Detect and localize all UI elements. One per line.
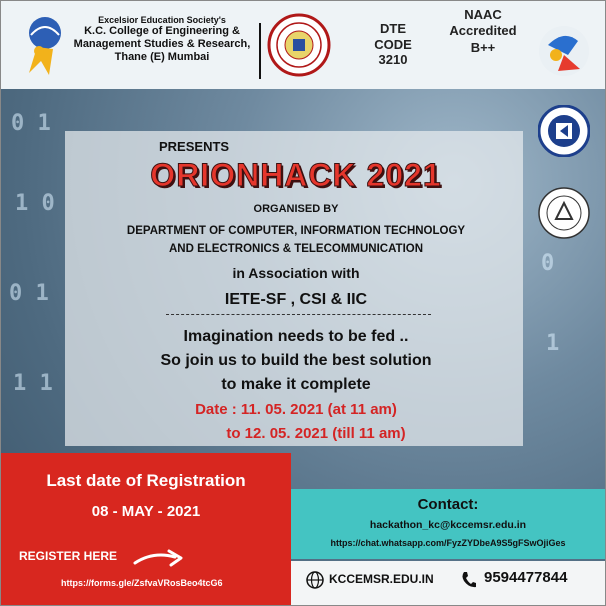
binary-decoration: 1 1 <box>13 371 53 396</box>
tagline: to make it complete <box>221 376 371 393</box>
college-name <box>67 15 257 63</box>
event-date-end: to 12. 05. 2021 (till 11 am) <box>226 425 406 442</box>
event-title: ORIONHACK 2021 <box>150 157 442 193</box>
naac-accreditation <box>435 7 531 56</box>
registration-link[interactable]: https://forms.gle/ZsfvaVRosBeo4tcG6 <box>61 578 223 588</box>
contact-email[interactable]: hackathon_kc@kccemsr.edu.in <box>369 519 527 531</box>
naac-grade: B++ <box>470 39 496 55</box>
dte-label: DTE <box>380 21 406 36</box>
registration-deadline-date: 08 - MAY - 2021 <box>91 503 201 520</box>
association-label: in Association with <box>232 265 360 281</box>
arrow-right-icon <box>133 547 187 571</box>
college-seal-icon <box>267 13 331 77</box>
binary-decoration: 0 1 <box>9 281 49 306</box>
binary-decoration: 0 1 <box>11 111 51 136</box>
society-logo-icon <box>19 13 67 77</box>
whatsapp-link[interactable]: https://chat.whatsapp.com/FyzZYDbeA9S5gFSwOjiGes <box>330 538 566 548</box>
registration-deadline-label: Last date of Registration <box>46 471 246 490</box>
college-line: Management Studies & Research, <box>73 37 251 50</box>
dte-code <box>363 21 423 68</box>
tagline: So join us to build the best solution <box>160 352 432 369</box>
tagline: Imagination needs to be fed .. <box>183 328 409 345</box>
partners-label: IETE-SF , CSI & IIC <box>224 291 368 308</box>
department-line: AND ELECTRONICS & TELECOMMUNICATION <box>168 243 424 255</box>
contact-title: Contact: <box>417 496 479 513</box>
iic-logo-icon <box>538 25 590 77</box>
iete-logo-icon <box>538 187 590 239</box>
phone-number[interactable]: 9594477844 <box>484 569 568 586</box>
naac-label: Accredited <box>449 23 517 39</box>
event-date-start: Date : 11. 05. 2021 (at 11 am) <box>195 401 397 418</box>
register-here-label[interactable]: REGISTER HERE <box>19 549 118 563</box>
csi-logo-icon <box>538 105 590 157</box>
website-link[interactable]: KCCEMSR.EDU.IN <box>329 572 434 586</box>
department-line: DEPARTMENT OF COMPUTER, INFORMATION TECHNOLOGY <box>126 225 466 237</box>
organised-by-label: ORGANISED BY <box>253 203 339 215</box>
binary-decoration: 1 0 <box>15 191 55 216</box>
naac-label: NAAC <box>464 7 502 22</box>
globe-icon <box>306 571 324 589</box>
header-divider <box>259 23 261 79</box>
college-location: Thane (E) Mumbai <box>114 50 210 63</box>
phone-icon <box>461 571 477 589</box>
dte-label: CODE <box>374 36 412 52</box>
society-name: Excelsior Education Society's <box>98 15 226 25</box>
presents-label: PRESENTS <box>159 139 230 154</box>
binary-decoration: 0 <box>541 251 555 276</box>
college-line: K.C. College of Engineering & <box>84 25 240 38</box>
binary-decoration: 1 <box>546 331 560 356</box>
dotted-divider <box>166 314 431 315</box>
dte-value: 3210 <box>378 52 408 68</box>
